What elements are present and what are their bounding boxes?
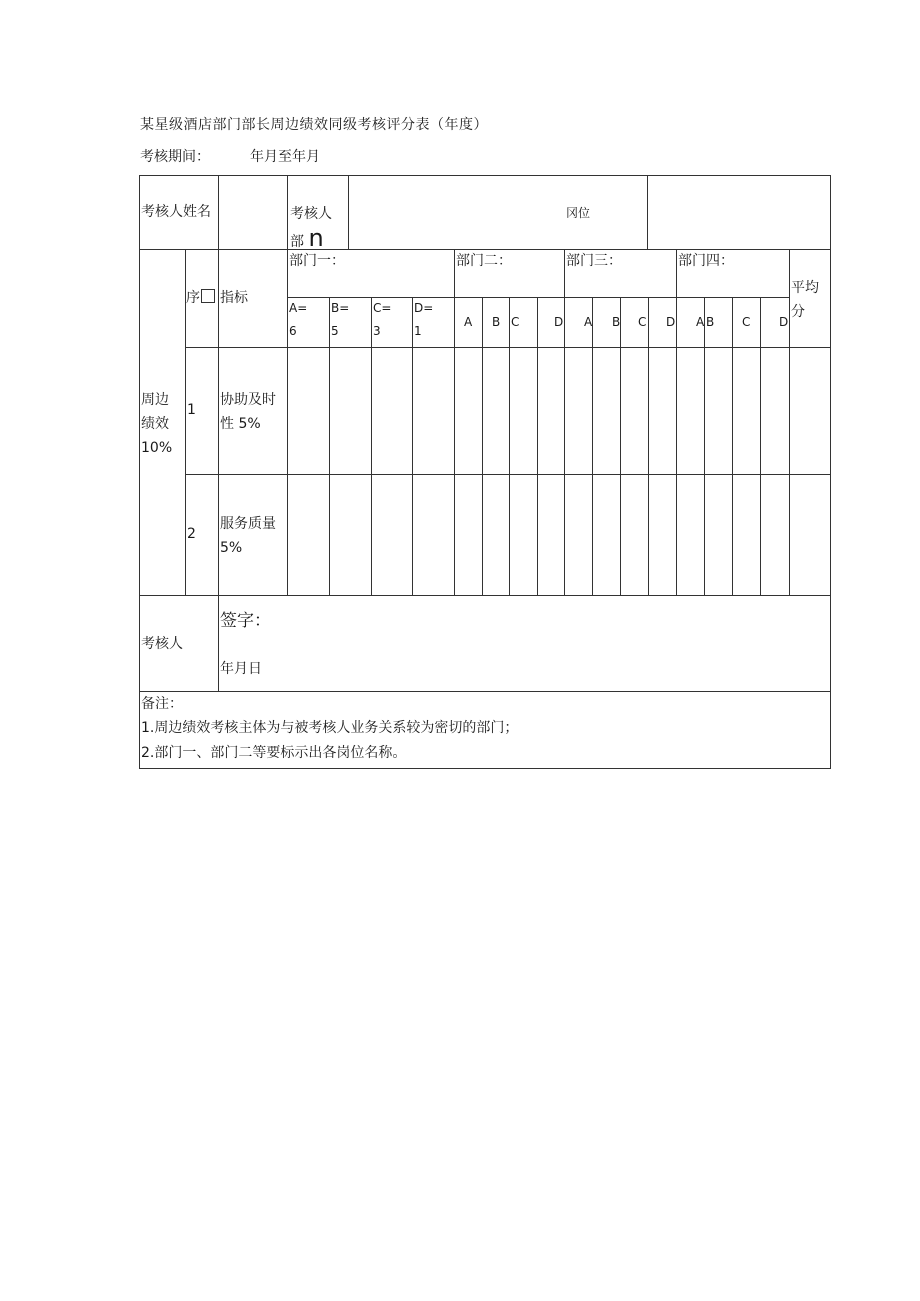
indicator-header: 指标 xyxy=(220,290,248,306)
row-1-indicator-line2: 性 5% xyxy=(220,416,261,432)
grade-c-value: 3 xyxy=(373,324,381,338)
dept2-grade-d: D xyxy=(554,315,564,329)
dept3-grade-b: B xyxy=(612,315,621,329)
assessor-dept-glyph: n xyxy=(308,224,324,252)
grade-d-value-label: D= xyxy=(414,301,434,315)
department-2-header: 部门二： xyxy=(456,253,512,269)
assessment-period xyxy=(140,146,320,166)
average-score-header-line1: 平均 xyxy=(791,280,819,296)
grade-b-value-label: B= xyxy=(331,301,350,315)
sequence-header xyxy=(186,286,215,310)
note-item-2: 2.部门一、部门二等要标示出各岗位名称。 xyxy=(141,745,407,761)
row-2-indicator-line2: 5% xyxy=(220,540,243,556)
assessor-dept-label-line1: 考核人 xyxy=(290,206,332,222)
page-title: 某星级酒店部门部长周边绩效同级考核评分表（年度） xyxy=(140,117,488,133)
dept3-grade-c: C xyxy=(638,315,647,329)
grade-c-value-label: C= xyxy=(373,301,392,315)
category-label-line1: 周边 xyxy=(141,392,169,408)
position-label: 冈位 xyxy=(566,206,591,220)
dept2-grade-b: B xyxy=(492,315,501,329)
department-1-header: 部门一： xyxy=(289,253,345,269)
assessor-label: 考核人 xyxy=(141,636,183,652)
grade-a-value-label: A= xyxy=(289,301,308,315)
dept4-grade-b: B xyxy=(706,315,715,329)
dept2-grade-a: A xyxy=(464,315,473,329)
missing-glyph-box xyxy=(201,289,215,303)
signature-date-label: 年月日 xyxy=(220,661,262,677)
department-4-header: 部门四： xyxy=(678,253,734,269)
average-score-header-line2: 分 xyxy=(791,304,805,320)
category-label-line3: 10% xyxy=(141,440,173,456)
row-2-indicator-line1: 服务质量 xyxy=(220,516,276,532)
dept4-grade-a: A xyxy=(696,315,705,329)
grade-b-value: 5 xyxy=(331,324,339,338)
notes-label: 备注： xyxy=(141,696,183,712)
sequence-label: 序 xyxy=(186,290,200,306)
assessor-dept-text: 部 xyxy=(290,234,304,250)
dept3-grade-a: A xyxy=(584,315,593,329)
assessor-name-label: 考核人姓名 xyxy=(141,204,211,220)
note-item-1: 1.周边绩效考核主体为与被考核人业务关系较为密切的部门； xyxy=(141,720,519,736)
grade-a-value: 6 xyxy=(289,324,297,338)
period-value: 年月至年月 xyxy=(250,149,320,165)
signature-label: 签字： xyxy=(220,611,271,631)
grade-d-value: 1 xyxy=(414,324,422,338)
row-2-sequence: 2 xyxy=(187,526,196,542)
dept3-grade-d: D xyxy=(666,315,676,329)
department-3-header: 部门三： xyxy=(566,253,622,269)
dept4-grade-c: C xyxy=(742,315,751,329)
row-1-sequence: 1 xyxy=(187,402,196,418)
category-label-line2: 绩效 xyxy=(141,416,169,432)
period-label: 考核期间： xyxy=(140,149,210,165)
row-1-indicator-line1: 协助及时 xyxy=(220,392,276,408)
dept4-grade-d: D xyxy=(779,315,789,329)
dept2-grade-c: C xyxy=(511,315,520,329)
